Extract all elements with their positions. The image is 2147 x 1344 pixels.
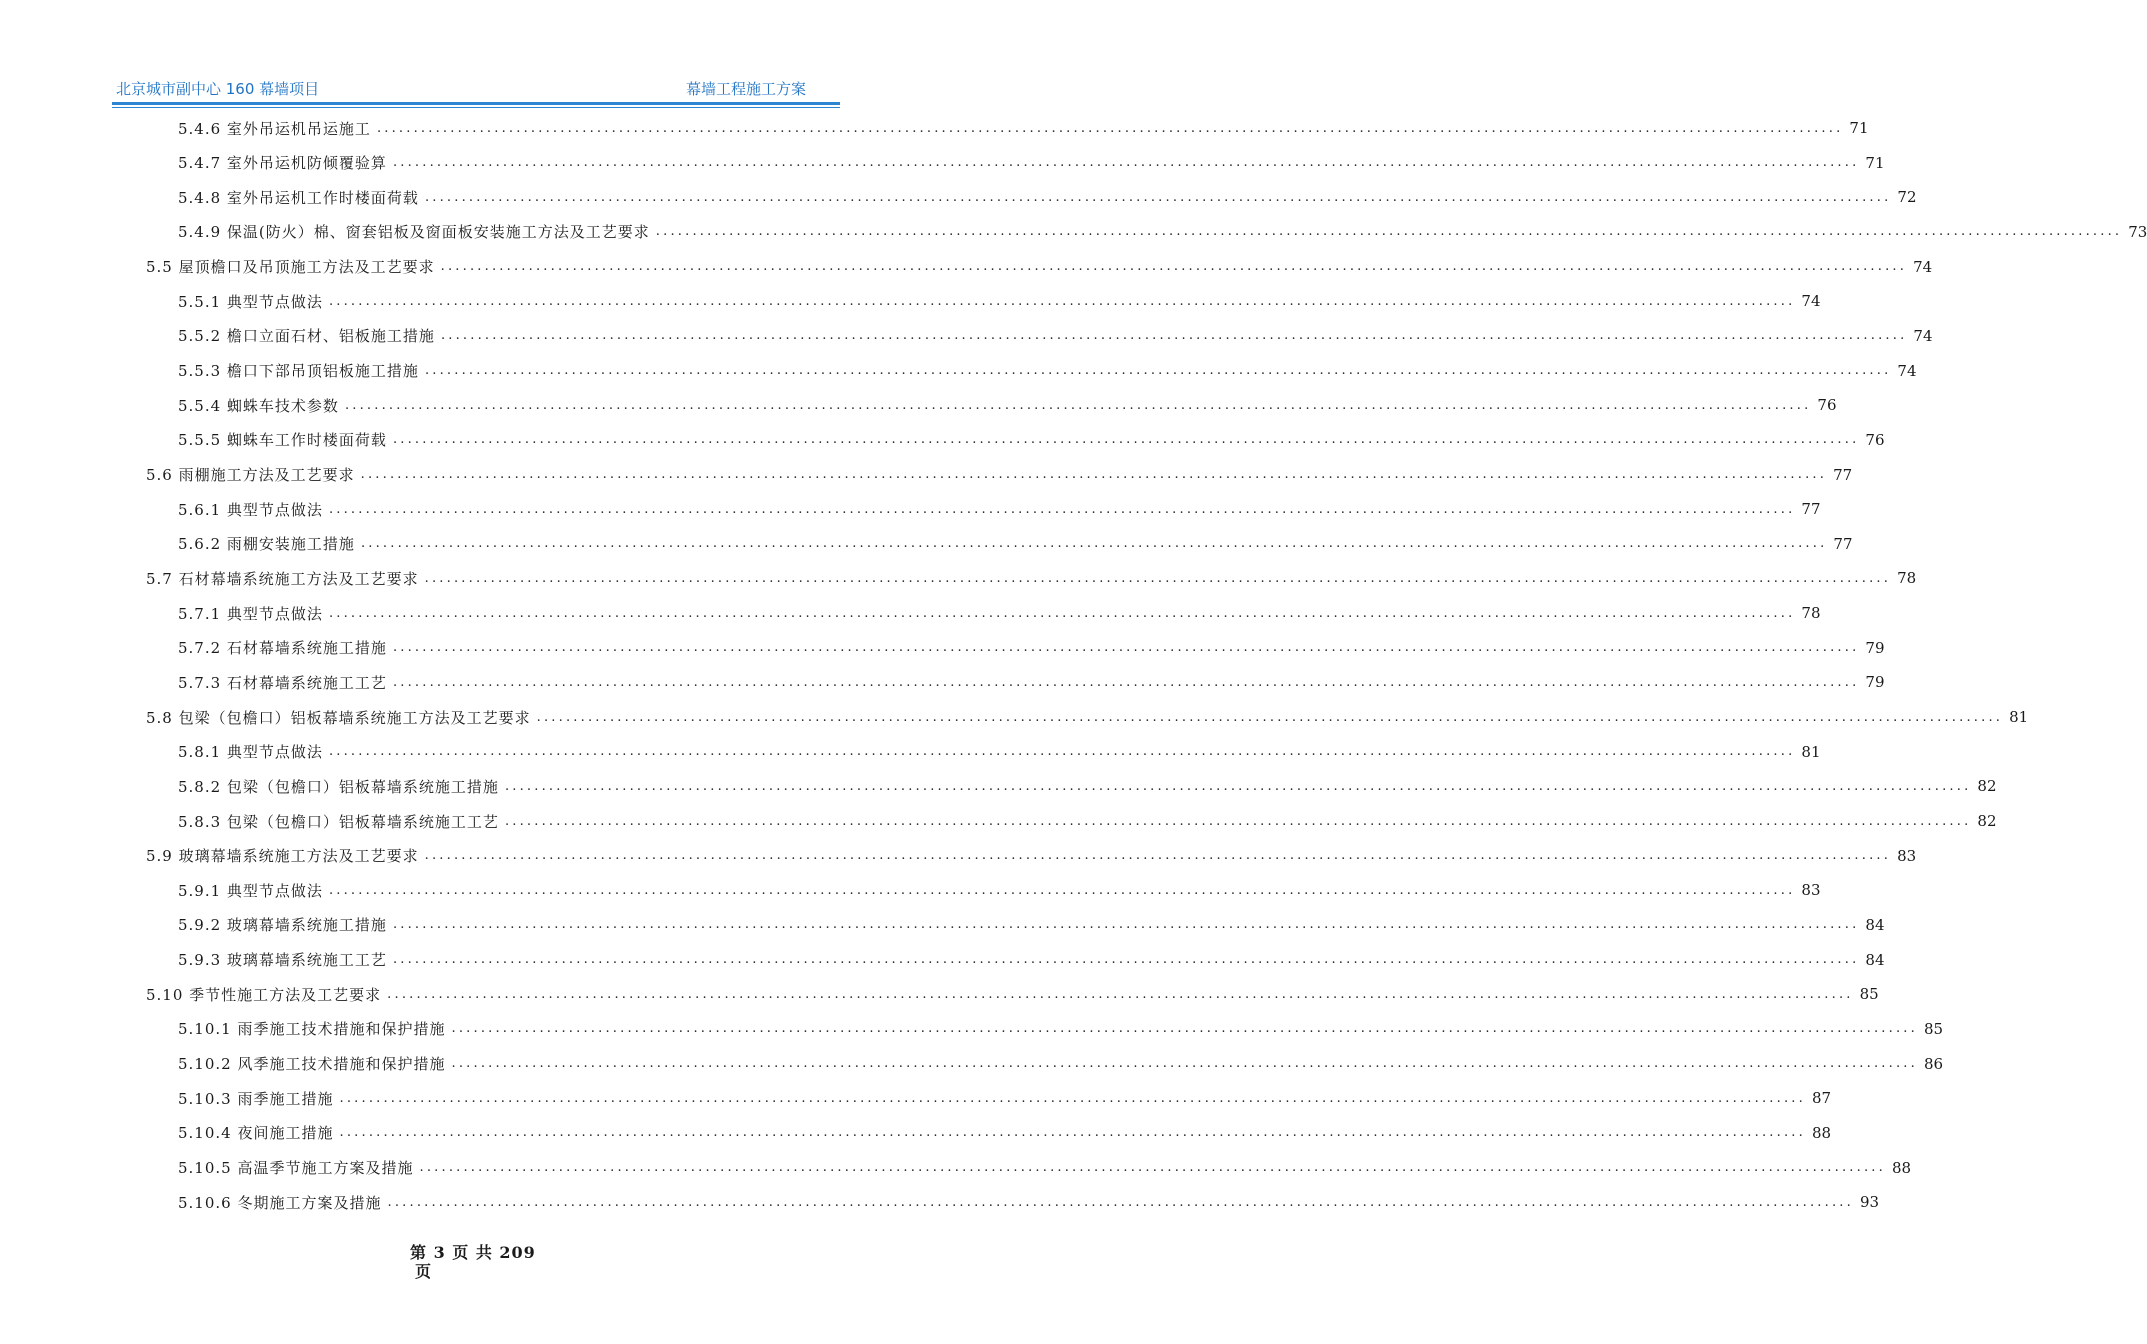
toc-entry-page-number: 82 <box>1977 777 1997 796</box>
toc-entry-title: 5.7.2 石材幕墙系统施工措施 <box>178 639 387 658</box>
toc-entry[interactable] <box>178 1083 1832 1113</box>
toc-entry[interactable] <box>178 1049 1944 1079</box>
toc-dot-leader: ........................................................................................................................................................................................................ <box>392 432 1860 448</box>
toc-entry[interactable] <box>178 598 1821 628</box>
toc-entry-page-number: 83 <box>1897 846 1917 865</box>
toc-entry-title: 5.10.3 雨季施工措施 <box>178 1089 334 1108</box>
toc-entry[interactable] <box>178 910 1885 940</box>
toc-dot-leader: ........................................................................................................................................................................................................ <box>424 570 1892 586</box>
toc-entry-page-number: 78 <box>1801 604 1821 623</box>
toc-entry-page-number: 84 <box>1865 950 1885 969</box>
toc-entry[interactable] <box>178 875 1821 905</box>
toc-entry-title: 5.10.5 高温季节施工方案及措施 <box>178 1159 414 1177</box>
toc-entry-title: 5.4.8 室外吊运机工作时楼面荷载 <box>178 188 419 207</box>
toc-dot-leader: ........................................................................................................................................................................................................ <box>387 1194 1854 1210</box>
toc-entry-page-number: 81 <box>2009 708 2029 727</box>
toc-entry-title: 5.7.3 石材幕墙系统施工工艺 <box>178 673 387 692</box>
toc-entry-page-number: 73 <box>2128 222 2147 241</box>
toc-dot-leader: ........................................................................................................................................................................................................ <box>392 674 1860 690</box>
toc-entry-page-number: 87 <box>1811 1089 1832 1108</box>
toc-dot-leader: ........................................................................................................................................................................................................ <box>328 293 1796 309</box>
toc-entry[interactable] <box>178 1014 1944 1044</box>
toc-entry-page-number: 74 <box>1897 361 1917 380</box>
toc-dot-leader: ........................................................................................................................................................................................................ <box>376 120 1844 136</box>
toc-entry-title: 5.6.1 典型节点做法 <box>178 500 323 519</box>
toc-dot-leader: ........................................................................................................................................................................................................ <box>392 917 1860 933</box>
header-rule-thin <box>112 107 840 108</box>
toc-entry-page-number: 88 <box>1811 1123 1832 1142</box>
toc-dot-leader: ........................................................................................................................................................................................................ <box>328 501 1796 517</box>
toc-entry-title: 5.8.1 典型节点做法 <box>178 743 323 762</box>
toc-entry[interactable] <box>178 321 1933 351</box>
toc-entry[interactable] <box>178 425 1885 455</box>
toc-entry-page-number: 88 <box>1891 1158 1912 1177</box>
toc-entry-title: 5.10 季节性施工方法及工艺要求 <box>146 985 382 1004</box>
toc-dot-leader: ........................................................................................................................................................................................................ <box>504 813 1972 829</box>
toc-entry[interactable] <box>178 771 1997 801</box>
toc-entry[interactable] <box>178 182 1917 212</box>
toc-entry-title: 5.9.1 典型节点做法 <box>178 881 323 900</box>
toc-entry[interactable] <box>178 806 1997 836</box>
toc-entry-title: 5.6 雨棚施工方法及工艺要求 <box>146 466 355 484</box>
toc-dot-leader: ........................................................................................................................................................................................................ <box>424 189 1892 205</box>
toc-entry[interactable] <box>178 286 1821 316</box>
page-number: 第 3 页 共 209 <box>410 1243 536 1262</box>
toc-entry-page-number: 78 <box>1897 569 1917 588</box>
toc-entry-title: 5.10.6 冬期施工方案及措施 <box>178 1193 382 1212</box>
toc-entry-title: 5.4.7 室外吊运机防倾覆验算 <box>178 154 387 173</box>
toc-dot-leader: ........................................................................................................................................................................................................ <box>328 605 1796 621</box>
toc-entry[interactable] <box>178 1118 1832 1148</box>
toc-entry-page-number: 84 <box>1865 915 1885 934</box>
toc-entry[interactable] <box>146 841 1917 871</box>
toc-entry-title: 5.5.4 蜘蛛车技术参数 <box>178 396 339 415</box>
toc-dot-leader: ........................................................................................................................................................................................................ <box>440 328 1908 344</box>
toc-entry[interactable] <box>146 460 1853 490</box>
toc-entry[interactable] <box>178 667 1885 697</box>
toc-dot-leader: ........................................................................................................................................................................................................ <box>344 397 1812 413</box>
toc-entry[interactable] <box>146 979 1879 1009</box>
toc-entry-page-number: 85 <box>1923 1019 1944 1038</box>
toc-dot-leader: ........................................................................................................................................................................................................ <box>424 363 1892 379</box>
toc-entry-page-number: 86 <box>1923 1054 1944 1073</box>
toc-entry[interactable] <box>178 356 1917 386</box>
toc-entry-page-number: 77 <box>1801 500 1821 519</box>
toc-entry-title: 5.6.2 雨棚安装施工措施 <box>178 535 355 554</box>
toc-entry-title: 5.9 玻璃幕墙系统施工方法及工艺要求 <box>146 847 419 866</box>
toc-entry[interactable] <box>146 702 2029 732</box>
toc-dot-leader: ........................................................................................................................................................................................................ <box>419 1160 1886 1175</box>
toc-entry-page-number: 93 <box>1859 1193 1880 1212</box>
toc-entry[interactable] <box>178 1187 1880 1217</box>
page-footer <box>410 1240 550 1281</box>
toc-dot-leader: ........................................................................................................................................................................................................ <box>360 536 1828 552</box>
toc-dot-leader: ........................................................................................................................................................................................................ <box>387 986 1854 1002</box>
toc-dot-leader: ........................................................................................................................................................................................................ <box>451 1056 1918 1072</box>
toc-dot-leader: ........................................................................................................................................................................................................ <box>424 848 1892 864</box>
toc-entry-title: 5.5.2 檐口立面石材、铝板施工措施 <box>178 327 435 346</box>
toc-entry-title: 5.5.1 典型节点做法 <box>178 292 323 311</box>
toc-entry-page-number: 83 <box>1801 881 1821 900</box>
toc-entry-title: 5.10.2 风季施工技术措施和保护措施 <box>178 1055 446 1074</box>
toc-entry-title: 5.5 屋顶檐口及吊顶施工方法及工艺要求 <box>146 258 435 277</box>
toc-entry[interactable] <box>146 563 1917 593</box>
header-rule-thick <box>112 102 840 105</box>
toc-dot-leader: ........................................................................................................................................................................................................ <box>360 467 1828 482</box>
toc-entry-page-number: 81 <box>1801 742 1821 761</box>
toc-entry[interactable] <box>178 148 1885 178</box>
toc-entry[interactable] <box>178 633 1885 663</box>
toc-entry-title: 5.9.3 玻璃幕墙系统施工工艺 <box>178 951 387 970</box>
toc-entry-page-number: 76 <box>1817 396 1837 415</box>
toc-entry-page-number: 71 <box>1849 119 1869 137</box>
toc-entry-title: 5.8.2 包梁（包檐口）铝板幕墙系统施工措施 <box>178 777 499 796</box>
toc-entry-title: 5.10.1 雨季施工技术措施和保护措施 <box>178 1020 446 1039</box>
toc-entry-page-number: 77 <box>1833 465 1853 484</box>
toc-entry[interactable] <box>178 217 2147 247</box>
toc-dot-leader: ........................................................................................................................................................................................................ <box>440 259 1908 275</box>
toc-entry-page-number: 72 <box>1897 188 1917 207</box>
toc-entry-title: 5.7.1 典型节点做法 <box>178 604 323 623</box>
toc-entry[interactable] <box>178 1153 1912 1183</box>
toc-entry-page-number: 79 <box>1865 638 1885 657</box>
toc-entry-title: 5.9.2 玻璃幕墙系统施工措施 <box>178 916 387 935</box>
toc-entry[interactable] <box>178 945 1885 975</box>
toc-entry-page-number: 76 <box>1865 430 1885 449</box>
page-number-unit: 页 <box>415 1262 433 1281</box>
toc-dot-leader: ........................................................................................................................................................................................................ <box>655 224 2123 240</box>
toc-dot-leader: ........................................................................................................................................................................................................ <box>328 744 1796 760</box>
toc-entry[interactable] <box>178 529 1853 559</box>
toc-dot-leader: ........................................................................................................................................................................................................ <box>504 778 1972 794</box>
toc-entry[interactable] <box>178 494 1821 524</box>
toc-entry-title: 5.4.6 室外吊运机吊运施工 <box>178 119 371 138</box>
page-header <box>114 78 806 100</box>
toc-entry-title: 5.7 石材幕墙系统施工方法及工艺要求 <box>146 569 419 588</box>
toc-dot-leader: ........................................................................................................................................................................................................ <box>392 155 1860 171</box>
toc-entry-page-number: 74 <box>1913 257 1933 276</box>
toc-dot-leader: ........................................................................................................................................................................................................ <box>392 952 1860 968</box>
toc-dot-leader: ........................................................................................................................................................................................................ <box>328 882 1796 898</box>
toc-dot-leader: ........................................................................................................................................................................................................ <box>392 640 1860 656</box>
toc-entry-title: 5.5.5 蜘蛛车工作时楼面荷载 <box>178 431 387 450</box>
toc-dot-leader: ........................................................................................................................................................................................................ <box>536 709 2004 725</box>
toc-entry-page-number: 71 <box>1865 153 1885 172</box>
toc-entry-title: 5.8.3 包梁（包檐口）铝板幕墙系统施工工艺 <box>178 812 499 831</box>
toc-entry[interactable] <box>178 737 1821 767</box>
document-title: 幕墙工程施工方案 <box>685 80 806 98</box>
toc-dot-leader: ........................................................................................................................................................................................................ <box>451 1021 1918 1037</box>
toc-entry-title: 5.10.4 夜间施工措施 <box>178 1124 334 1143</box>
toc-entry-title: 5.8 包梁（包檐口）铝板幕墙系统施工方法及工艺要求 <box>146 708 531 727</box>
toc-entry[interactable] <box>178 390 1837 420</box>
toc-dot-leader: ........................................................................................................................................................................................................ <box>339 1090 1806 1106</box>
toc-entry-page-number: 74 <box>1801 292 1821 311</box>
toc-entry-title: 5.4.9 保温(防火）棉、窗套铝板及窗面板安装施工方法及工艺要求 <box>178 223 650 242</box>
toc-entry-page-number: 85 <box>1859 985 1879 1004</box>
project-title: 北京城市副中心 160 幕墙项目 <box>116 80 320 98</box>
toc-entry[interactable] <box>178 113 1869 143</box>
toc-entry-page-number: 82 <box>1977 812 1997 830</box>
toc-dot-leader: ........................................................................................................................................................................................................ <box>339 1125 1806 1141</box>
toc-entry[interactable] <box>146 252 1933 282</box>
toc-entry-page-number: 77 <box>1833 534 1853 553</box>
toc-entry-page-number: 79 <box>1865 673 1885 692</box>
toc-entry-title: 5.5.3 檐口下部吊顶铝板施工措施 <box>178 362 419 381</box>
toc-entry-page-number: 74 <box>1913 326 1933 345</box>
